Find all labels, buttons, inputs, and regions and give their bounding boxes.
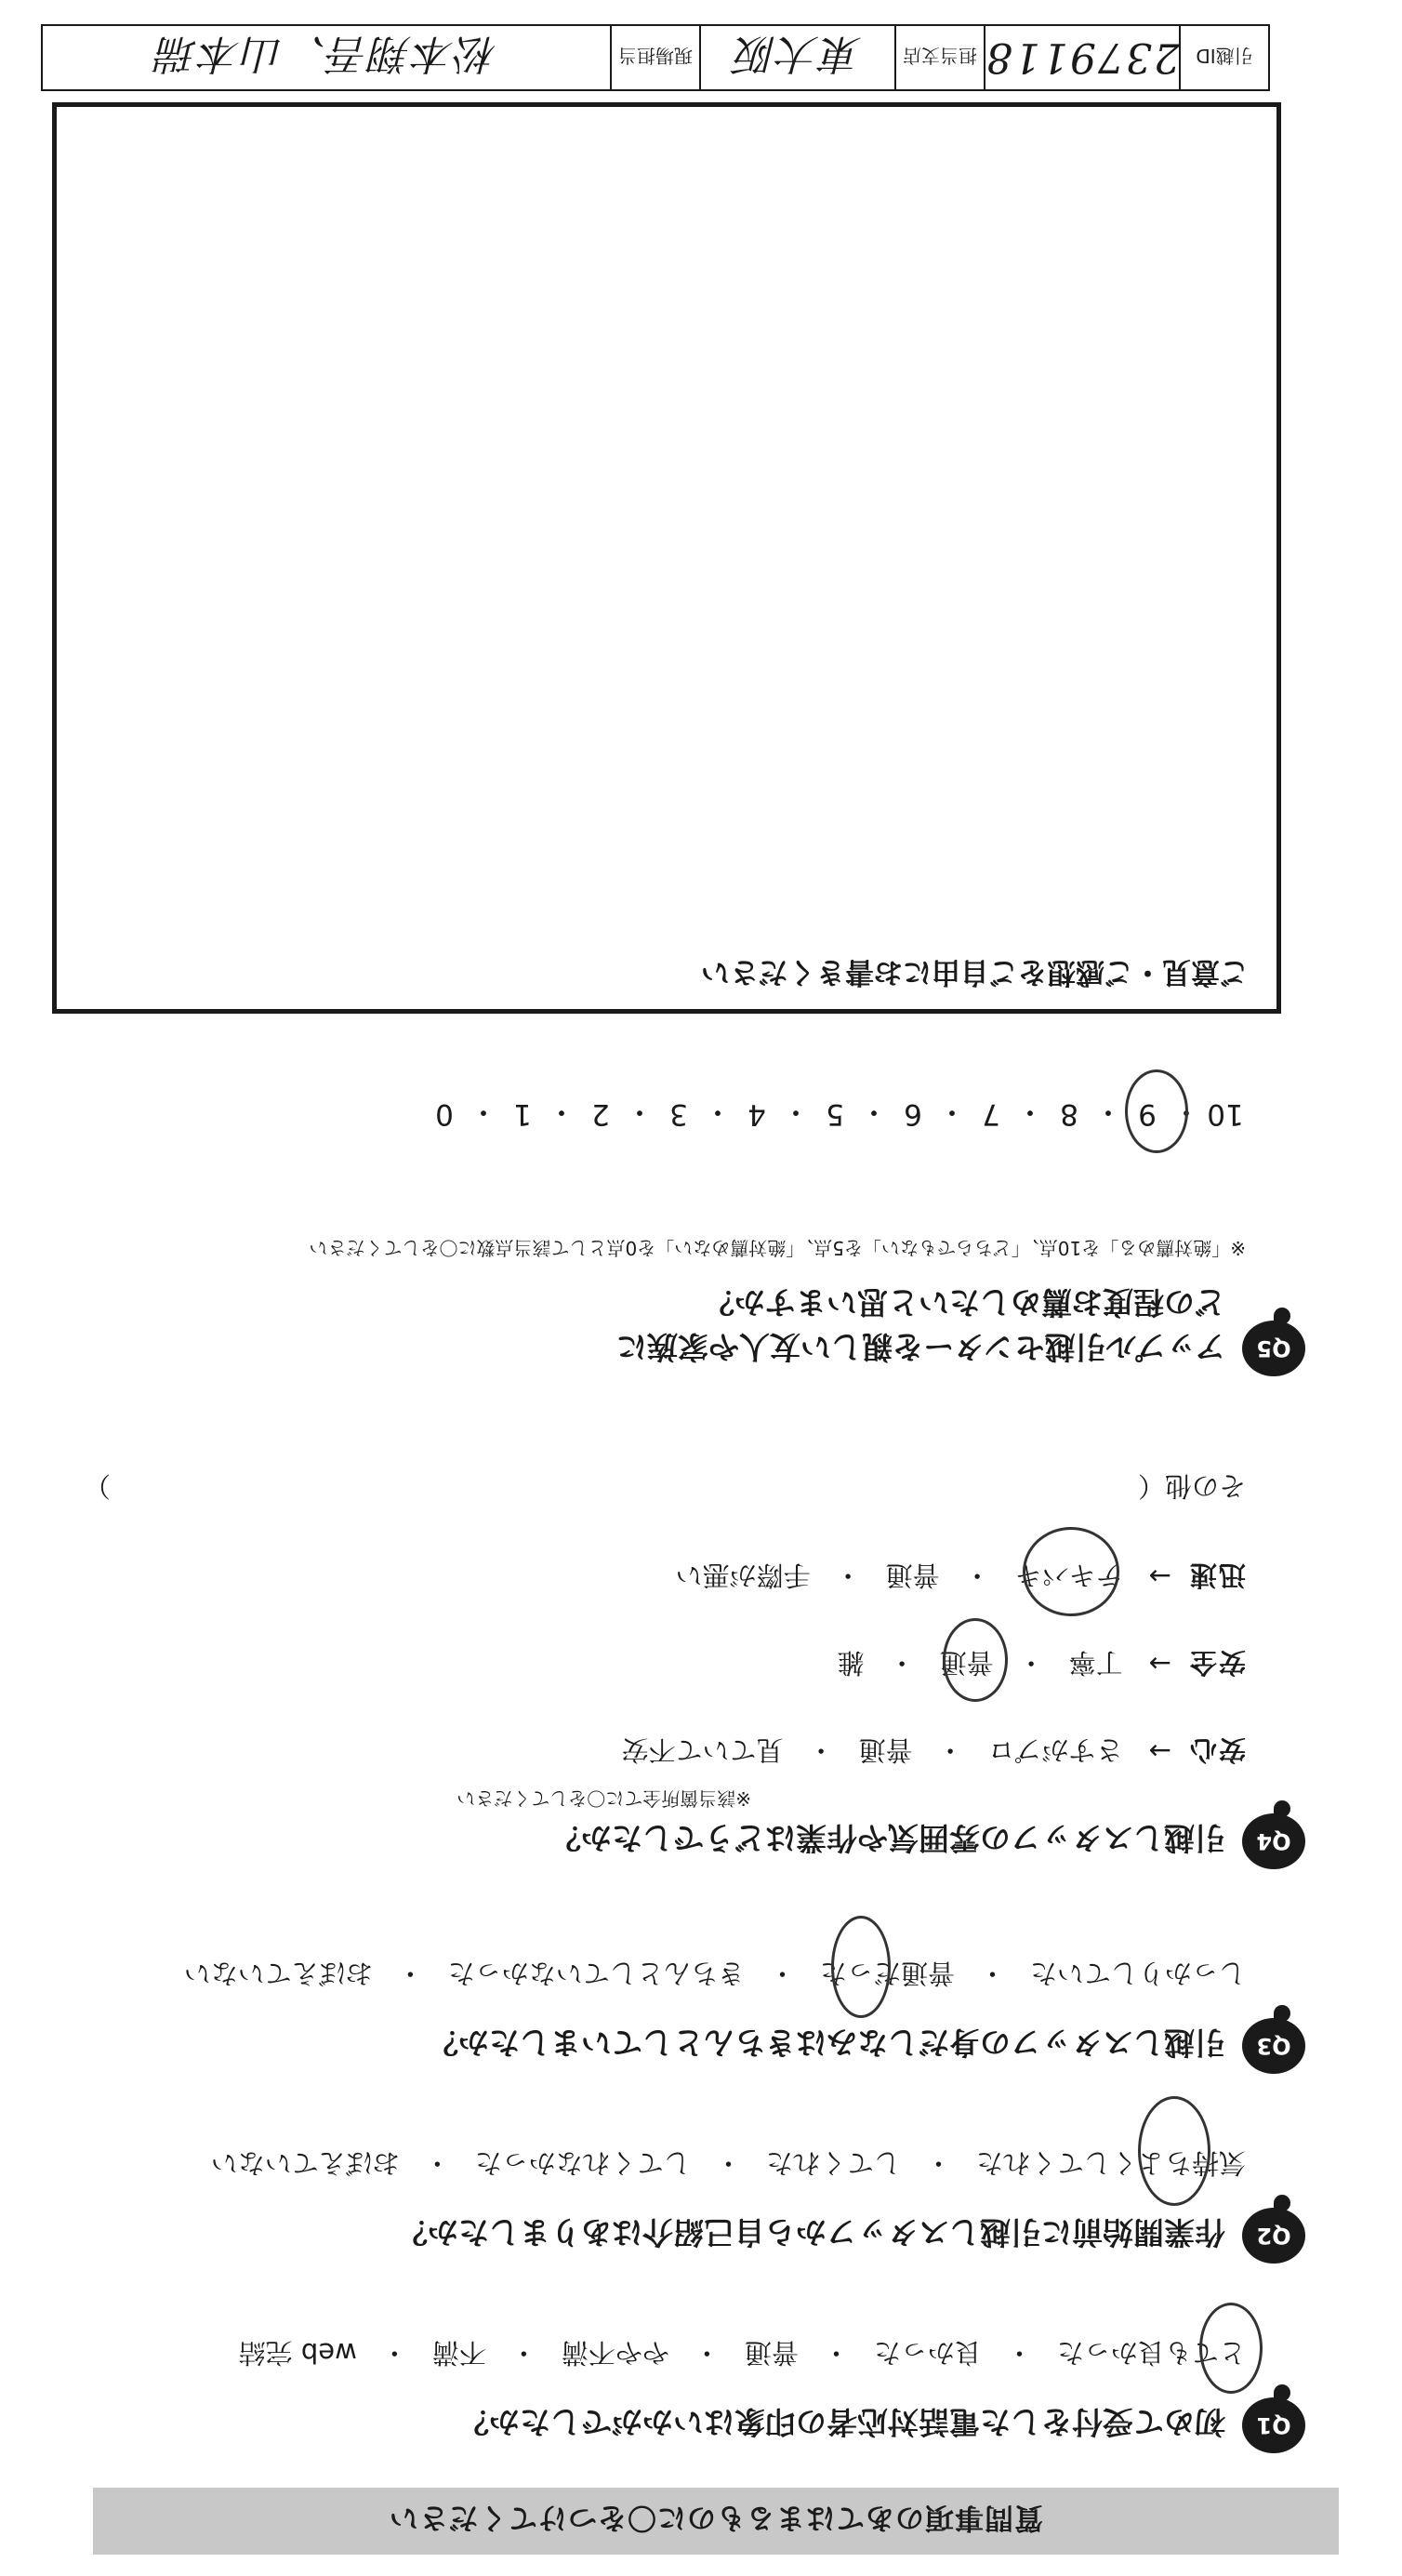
row-label: 安心 [1187, 1734, 1246, 1766]
q4-row-anshin [622, 1733, 1246, 1771]
q3-options [184, 1956, 1246, 1994]
q2-option[interactable]: してくれた [765, 2147, 901, 2179]
handwritten-circle-q3 [831, 1916, 891, 2018]
separator: ・ [978, 1958, 1006, 1989]
q5-question-line1: アップル引越センターを親しい友人や家族に [615, 1329, 1225, 1365]
separator: ・ [547, 1095, 576, 1128]
separator: ・ [509, 2337, 537, 2369]
separator: ・ [380, 2337, 408, 2369]
row-label: 迅速 [1187, 1560, 1246, 1591]
score-option[interactable]: 9 [1138, 1097, 1157, 1132]
other-close: ） [84, 1470, 112, 1502]
q1-options [239, 2335, 1246, 2373]
separator: ・ [714, 2147, 742, 2179]
staff-label: 現場担当 [610, 26, 699, 89]
branch-value: 東大阪 [699, 26, 894, 89]
q3-option[interactable]: しっかりしていた [1029, 1958, 1246, 1989]
separator: ・ [423, 2147, 451, 2179]
q1-question: 初めて受付をした電話対応者の印象はいかがでしたか？ [458, 2404, 1225, 2440]
q4-note: ※該当箇所全てに〇をしてください [456, 1787, 751, 1810]
q1-option[interactable]: 普通 [744, 2337, 799, 2369]
separator: ・ [807, 1734, 835, 1766]
move-id-value: 2379118 [984, 26, 1179, 89]
separator: ・ [1015, 1095, 1045, 1128]
q4-option[interactable]: テキパキ [1014, 1560, 1123, 1591]
q4-option[interactable]: 雑 [837, 1647, 865, 1679]
score-option[interactable]: 0 [435, 1097, 454, 1132]
separator: ・ [1017, 1647, 1045, 1679]
q4-option[interactable]: 普通 [858, 1734, 913, 1766]
comment-title: ご意見・ご感想をご自由にお書きください [701, 955, 1249, 989]
q1-badge: Q1 [1242, 2397, 1305, 2453]
q2-option[interactable]: 気持ちよくしてくれた [975, 2147, 1246, 2179]
move-id-label: 引越ID [1179, 26, 1268, 89]
handwritten-circle-q5 [1125, 1069, 1188, 1153]
separator: ・ [1093, 1095, 1123, 1128]
q5-badge: Q5 [1242, 1321, 1305, 1376]
q2-option[interactable]: してくれなかった [474, 2147, 691, 2179]
q4-badge: Q4 [1242, 1813, 1305, 1869]
separator: ・ [1171, 1095, 1201, 1128]
q4-option[interactable]: 丁寧 [1068, 1647, 1123, 1679]
other-label: その他（ [1137, 1470, 1246, 1502]
instruction-banner: 質問事項のあてはまるものに〇をつけてください [93, 2488, 1339, 2555]
row-label: 安全 [1187, 1647, 1246, 1679]
q2-question: 作業開始前に引越しスタッフから自己紹介はありましたか？ [397, 2214, 1225, 2251]
separator: ・ [781, 1095, 811, 1128]
q3-badge: Q3 [1242, 2018, 1305, 2074]
separator: ・ [963, 1560, 991, 1591]
q2-options [211, 2145, 1246, 2184]
separator: ・ [625, 1095, 655, 1128]
branch-label: 担当支店 [894, 26, 984, 89]
arrow-icon: → [1148, 1735, 1171, 1768]
q3-option[interactable]: きちんとしていなかった [447, 1958, 745, 1989]
separator: ・ [822, 2337, 850, 2369]
q5-note: ※「絶対薦める」を10点、「どちらでもない」を5点、「絶対薦めない」を0点として該当点数に〇をしてください [309, 1237, 1246, 1259]
q4-row-other [84, 1468, 1246, 1507]
q4-option[interactable]: 見ていて不安 [621, 1734, 784, 1766]
handwritten-circle-q4-anzen [943, 1618, 1008, 1702]
q1-option[interactable]: とても良かった [1056, 2337, 1246, 2369]
separator: ・ [693, 2337, 721, 2369]
q4-row-anzen [838, 1645, 1246, 1683]
q5-scale [424, 1094, 1246, 1135]
q4-option[interactable]: 手際が悪い [675, 1560, 811, 1591]
score-option[interactable]: 1 [513, 1097, 532, 1132]
q3-question: 引越しスタッフの身だしなみはきちんとしていましたか？ [428, 2025, 1225, 2061]
q1-option[interactable]: 良かった [873, 2337, 982, 2369]
score-option[interactable]: 3 [669, 1097, 688, 1132]
q5-question-line2: どの程度お薦めしたいと思いますか？ [704, 1284, 1225, 1321]
arrow-icon: → [1148, 1648, 1171, 1680]
q2-badge: Q2 [1242, 2208, 1305, 2264]
score-option[interactable]: 4 [747, 1097, 766, 1132]
score-option[interactable]: 8 [1060, 1097, 1078, 1132]
q4-row-jinsoku [676, 1558, 1246, 1596]
score-option[interactable]: 5 [826, 1097, 844, 1132]
separator: ・ [924, 2147, 952, 2179]
score-option[interactable]: 6 [904, 1097, 922, 1132]
q2-option[interactable]: おぼえていない [210, 2147, 400, 2179]
staff-value: 松本翔吾、山本瑞 [155, 30, 497, 77]
handwritten-circle-q4-jinsoku [1023, 1527, 1119, 1616]
q4-option[interactable]: さすがプロ [987, 1734, 1123, 1766]
arrow-icon: → [1148, 1560, 1171, 1593]
separator: ・ [937, 1095, 967, 1128]
q4-option[interactable]: 普通 [939, 1647, 994, 1679]
separator: ・ [888, 1647, 916, 1679]
staff-table [41, 24, 1270, 91]
score-option[interactable]: 7 [982, 1097, 1000, 1132]
q1-option[interactable]: 不満 [431, 2337, 486, 2369]
q4-question: 引越しスタッフの雰囲気や作業はどうでしたか？ [550, 1820, 1225, 1856]
separator: ・ [1005, 2337, 1033, 2369]
score-option[interactable]: 10 [1207, 1097, 1244, 1132]
separator: ・ [469, 1095, 498, 1128]
q4-option[interactable]: 普通 [885, 1560, 940, 1591]
handwritten-circle-q1 [1199, 2303, 1263, 2394]
separator: ・ [859, 1095, 889, 1128]
q3-option[interactable]: 普通だった [819, 1958, 955, 1989]
q3-option[interactable]: おぼえていない [183, 1958, 373, 1989]
score-option[interactable]: 2 [591, 1097, 610, 1132]
separator: ・ [936, 1734, 964, 1766]
handwritten-circle-q2 [1138, 2096, 1210, 2206]
separator: ・ [768, 1958, 796, 1989]
separator: ・ [396, 1958, 424, 1989]
separator: ・ [703, 1095, 733, 1128]
comment-box[interactable] [52, 102, 1281, 1014]
separator: ・ [834, 1560, 862, 1591]
q1-option[interactable]: web 完結 [238, 2337, 357, 2369]
q1-option[interactable]: やや不満 [561, 2337, 669, 2369]
